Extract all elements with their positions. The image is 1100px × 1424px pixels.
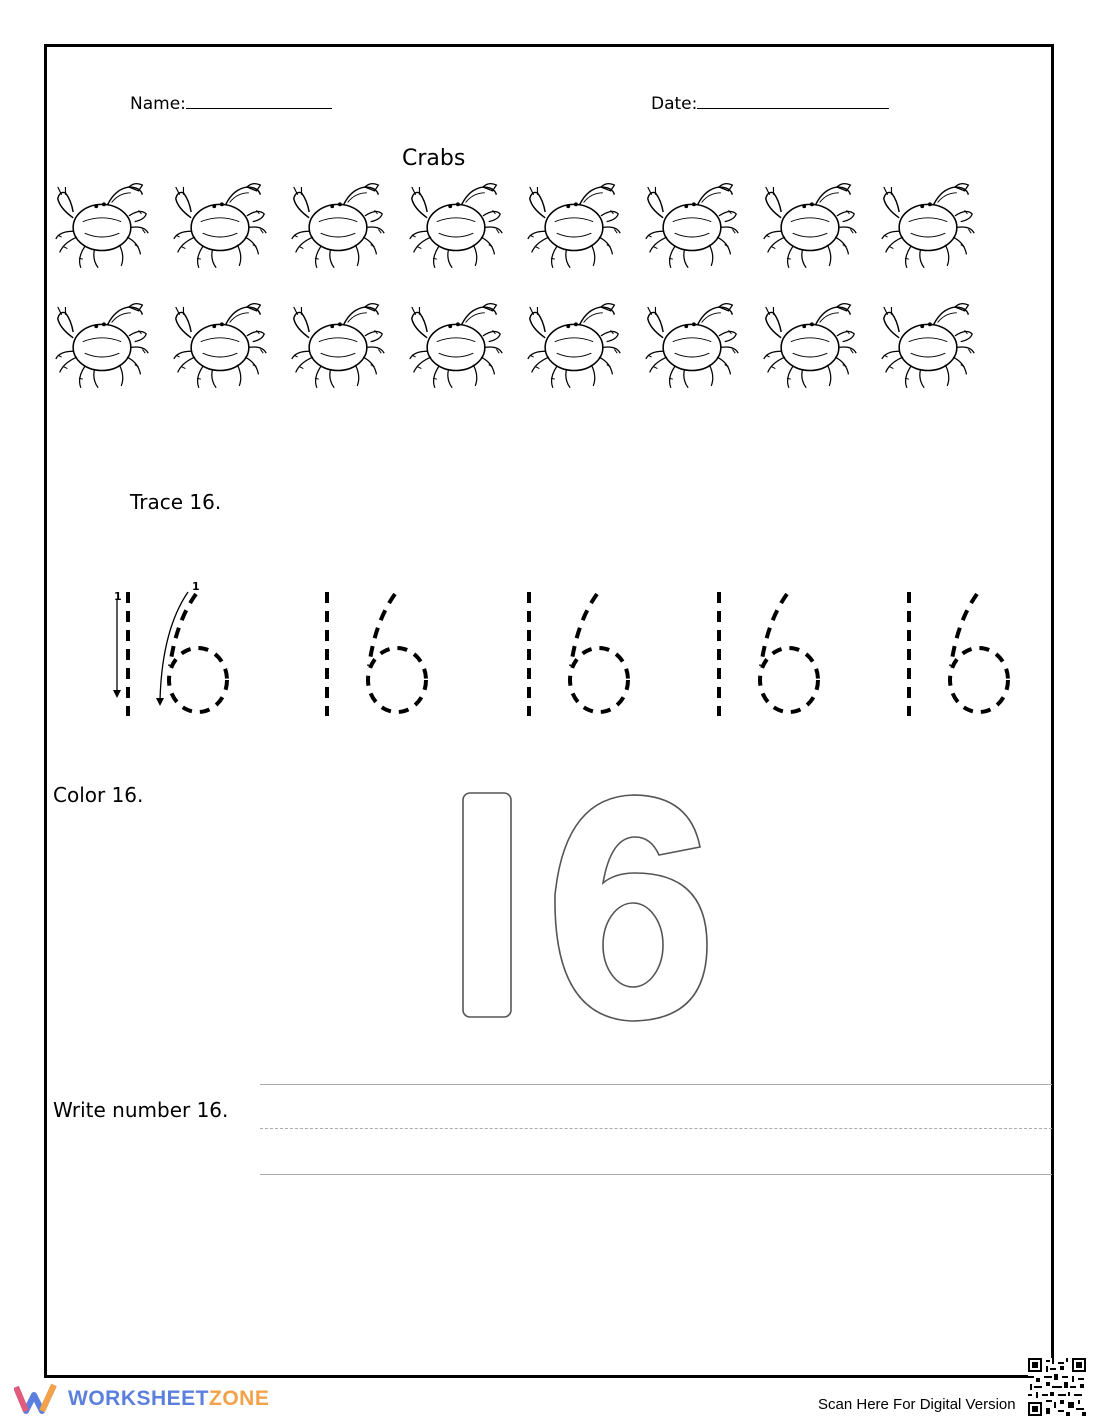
trace-16[interactable] <box>909 592 1008 716</box>
crab-icon <box>52 178 152 273</box>
trace-numbers <box>100 580 1040 730</box>
trace-instruction: Trace 16. <box>130 490 222 514</box>
crab-icon <box>760 178 860 273</box>
crab-icon <box>52 298 152 393</box>
scan-text: Scan Here For Digital Version <box>818 1396 1016 1413</box>
crab-row-2 <box>52 298 978 393</box>
writing-base-line[interactable] <box>260 1174 1052 1175</box>
brand-name-part1: WORKSHEET <box>68 1387 209 1410</box>
crab-icon <box>524 298 624 393</box>
write-instruction: Write number 16. <box>53 1098 229 1122</box>
crab-row-1 <box>52 178 978 273</box>
crab-icon <box>288 298 388 393</box>
stroke-order-mark: 1 <box>192 580 200 593</box>
name-line[interactable] <box>186 107 332 109</box>
trace-16[interactable] <box>719 592 818 716</box>
crab-icon <box>170 178 270 273</box>
stroke-order-mark: 1 <box>114 590 122 603</box>
crab-icon <box>406 178 506 273</box>
date-label: Date: <box>651 94 698 114</box>
crab-icon <box>878 298 978 393</box>
name-label: Name: <box>130 94 186 114</box>
brand-logo[interactable] <box>14 1383 269 1415</box>
crabs-title: Crabs <box>402 146 466 171</box>
color-instruction: Color 16. <box>53 783 144 807</box>
qr-code-icon[interactable] <box>1028 1358 1086 1416</box>
trace-16[interactable] <box>529 592 628 716</box>
name-field[interactable] <box>130 94 332 114</box>
trace-16-guided[interactable] <box>113 580 227 716</box>
color-outline-16[interactable] <box>455 785 725 1025</box>
crab-icon <box>170 298 270 393</box>
writing-mid-line[interactable] <box>260 1128 1052 1129</box>
writing-top-line[interactable] <box>260 1084 1052 1085</box>
date-line[interactable] <box>697 107 889 109</box>
crab-icon <box>760 298 860 393</box>
date-field[interactable] <box>651 94 889 114</box>
trace-16[interactable] <box>327 592 426 716</box>
crab-icon <box>288 178 388 273</box>
w-logo-icon <box>14 1383 60 1415</box>
crab-icon <box>406 298 506 393</box>
crab-icon <box>642 178 742 273</box>
crab-icon <box>524 178 624 273</box>
crab-icon <box>642 298 742 393</box>
brand-name-part2: ZONE <box>209 1387 270 1410</box>
crab-icon <box>878 178 978 273</box>
